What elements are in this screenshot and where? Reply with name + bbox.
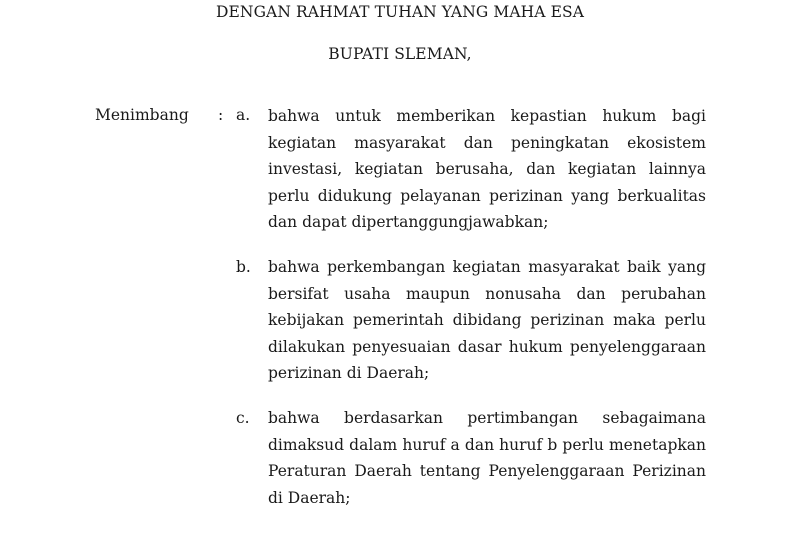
heading-regent: BUPATI SLEMAN, <box>328 45 472 63</box>
consideration-item-a: bahwa untuk memberikan kepastian hukum bagi kegiatan masyarakat dan peningkatan ekosistem investasi, kegiatan berusaha, dan kegiatan lainnya perlu didukung pelayanan perizinan yang berkualitas dan dapat dipertanggungjawabkan; <box>268 107 706 231</box>
item-marker-a: a. <box>236 106 251 124</box>
consideration-item-c: bahwa berdasarkan pertimbangan sebagaimana dimaksud dalam huruf a dan huruf b perlu menetapkan Peraturan Daerah tentang Penyelenggaraan Perizinan di Daerah; <box>268 409 706 507</box>
considering-colon: : <box>218 106 224 124</box>
item-marker-c: c. <box>236 409 250 427</box>
item-marker-b: b. <box>236 258 251 276</box>
considering-label: Menimbang <box>95 106 189 124</box>
consideration-item-b: bahwa perkembangan kegiatan masyarakat baik yang bersifat usaha maupun nonusaha dan perubahan kebijakan pemerintah dibidang perizinan maka perlu dilakukan penyesuaian dasar hukum penyelenggaraan perizinan di Daerah; <box>268 258 706 382</box>
heading-divine-grace: DENGAN RAHMAT TUHAN YANG MAHA ESA <box>215 3 585 21</box>
